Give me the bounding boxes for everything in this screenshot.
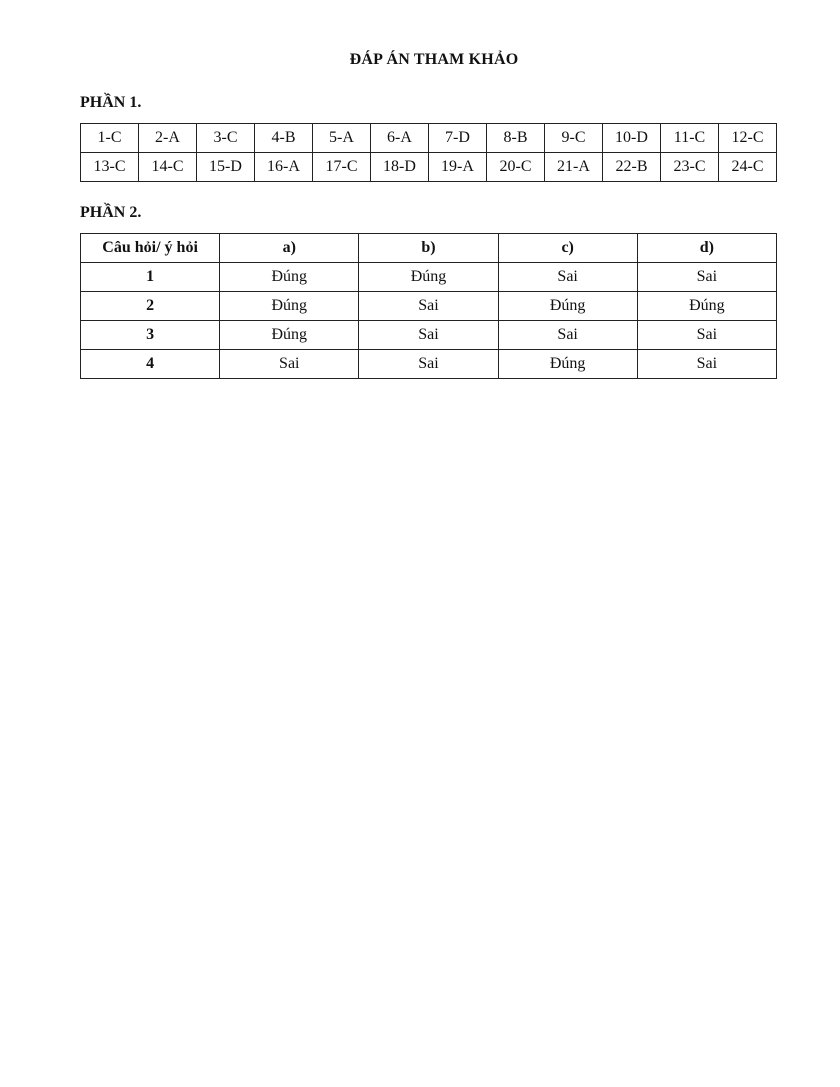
answer-cell: 24-C: [719, 153, 777, 182]
question-number: 4: [81, 350, 220, 379]
answer-cell: 13-C: [81, 153, 139, 182]
answer-cell: Sai: [359, 321, 498, 350]
answer-cell: 19-A: [429, 153, 487, 182]
answer-cell: 18-D: [371, 153, 429, 182]
answer-cell: Sai: [220, 350, 359, 379]
answer-cell: Đúng: [220, 292, 359, 321]
table-row: [81, 153, 777, 182]
answer-cell: 23-C: [661, 153, 719, 182]
part2-answer-table: [80, 233, 777, 379]
part1-heading: PHẦN 1.: [80, 94, 142, 111]
answer-cell: Đúng: [637, 292, 776, 321]
answer-cell: 14-C: [139, 153, 197, 182]
part2-heading: PHẦN 2.: [80, 204, 142, 221]
column-header-b: b): [359, 234, 498, 263]
table-row: [81, 263, 777, 292]
answer-cell: 6-A: [371, 124, 429, 153]
answer-cell: 21-A: [545, 153, 603, 182]
answer-cell: Đúng: [220, 321, 359, 350]
answer-cell: Sai: [359, 292, 498, 321]
answer-cell: 7-D: [429, 124, 487, 153]
answer-cell: Sai: [359, 350, 498, 379]
answer-cell: 17-C: [313, 153, 371, 182]
answer-cell: 15-D: [197, 153, 255, 182]
question-number: 3: [81, 321, 220, 350]
answer-cell: Sai: [637, 350, 776, 379]
answer-cell: 20-C: [487, 153, 545, 182]
column-header-d: d): [637, 234, 776, 263]
answer-cell: Sai: [498, 321, 637, 350]
column-header-question: Câu hỏi/ ý hỏi: [81, 234, 220, 263]
answer-cell: Đúng: [220, 263, 359, 292]
table-header-row: [81, 234, 777, 263]
answer-cell: 4-B: [255, 124, 313, 153]
question-number: 1: [81, 263, 220, 292]
answer-cell: 5-A: [313, 124, 371, 153]
answer-cell: Sai: [498, 263, 637, 292]
page-title: ĐÁP ÁN THAM KHẢO: [349, 51, 519, 68]
answer-cell: Sai: [637, 321, 776, 350]
table-row: [81, 350, 777, 379]
answer-cell: 9-C: [545, 124, 603, 153]
answer-cell: 22-B: [603, 153, 661, 182]
column-header-c: c): [498, 234, 637, 263]
answer-cell: 1-C: [81, 124, 139, 153]
column-header-a: a): [220, 234, 359, 263]
answer-cell: 8-B: [487, 124, 545, 153]
question-number: 2: [81, 292, 220, 321]
answer-cell: Đúng: [498, 350, 637, 379]
answer-cell: Sai: [637, 263, 776, 292]
table-row: [81, 321, 777, 350]
answer-cell: 11-C: [661, 124, 719, 153]
table-row: [81, 292, 777, 321]
answer-cell: 2-A: [139, 124, 197, 153]
part1-answer-table: [80, 123, 777, 182]
answer-cell: 3-C: [197, 124, 255, 153]
answer-cell: 16-A: [255, 153, 313, 182]
answer-cell: 10-D: [603, 124, 661, 153]
answer-cell: Đúng: [498, 292, 637, 321]
answer-cell: Đúng: [359, 263, 498, 292]
answer-cell: 12-C: [719, 124, 777, 153]
table-row: [81, 124, 777, 153]
